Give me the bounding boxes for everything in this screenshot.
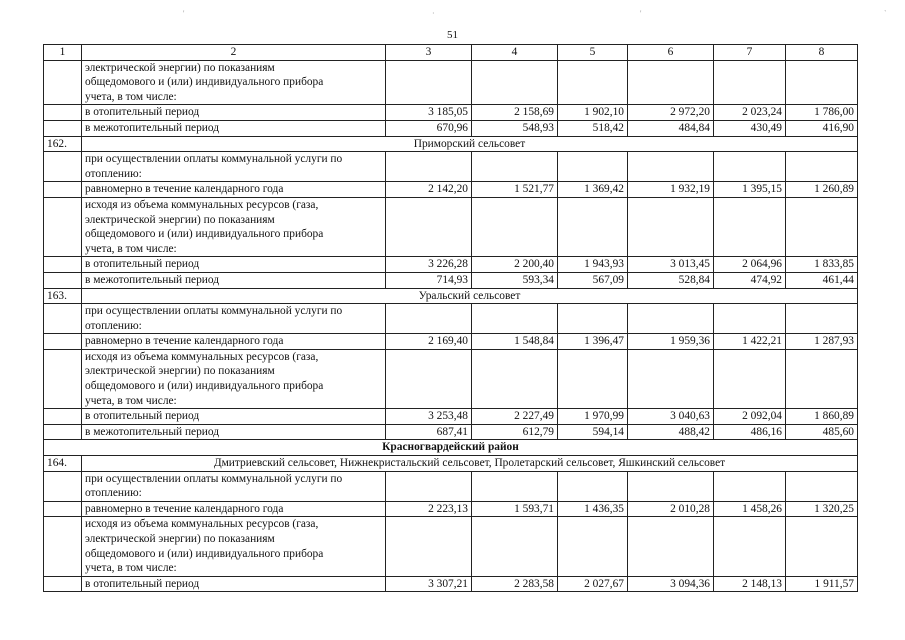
column-header: 2 (82, 45, 386, 61)
value-cell (628, 152, 714, 182)
value-cell: 2 200,40 (472, 257, 558, 273)
table-row (44, 409, 858, 425)
scan-mark: ` (884, 9, 887, 18)
value-cell (558, 349, 628, 408)
row-number (44, 424, 82, 440)
value-cell: 518,42 (558, 120, 628, 136)
section-row (44, 456, 858, 472)
text-row (44, 517, 858, 576)
row-label: при осуществлении оплаты коммунальной услуги по отоплению: (82, 304, 386, 334)
value-cell (558, 304, 628, 334)
value-cell: 1 860,89 (786, 409, 858, 425)
value-cell (628, 349, 714, 408)
value-cell: 1 593,71 (472, 501, 558, 517)
value-cell: 1 260,89 (786, 182, 858, 198)
value-cell: 1 287,93 (786, 334, 858, 350)
value-cell: 2 283,58 (472, 576, 558, 592)
value-cell: 3 013,45 (628, 257, 714, 273)
row-number (44, 471, 82, 501)
column-header: 1 (44, 45, 82, 61)
value-cell: 1 320,25 (786, 501, 858, 517)
value-cell: 416,90 (786, 120, 858, 136)
value-cell (714, 197, 786, 256)
row-label: исходя из объема коммунальных ресурсов (газа, электрической энергии) по показаниям общедомового и (или) индивидуального прибора учета, в том числе: (82, 517, 386, 576)
row-label: равномерно в течение календарного года (82, 334, 386, 350)
value-cell: 1 369,42 (558, 182, 628, 198)
value-cell: 1 395,15 (714, 182, 786, 198)
value-cell: 593,34 (472, 272, 558, 288)
value-cell: 1 902,10 (558, 105, 628, 121)
row-label: в межотопительный период (82, 272, 386, 288)
row-number (44, 501, 82, 517)
row-number (44, 409, 82, 425)
section-title: Уральский сельсовет (82, 288, 858, 304)
value-cell: 3 040,63 (628, 409, 714, 425)
section-title: Приморский сельсовет (82, 136, 858, 152)
value-cell (558, 517, 628, 576)
table-row (44, 182, 858, 198)
value-cell (628, 197, 714, 256)
value-cell: 2 064,96 (714, 257, 786, 273)
row-label: равномерно в течение календарного года (82, 501, 386, 517)
table-row (44, 334, 858, 350)
value-cell: 2 023,24 (714, 105, 786, 121)
value-cell (628, 471, 714, 501)
value-cell (386, 471, 472, 501)
table-row (44, 501, 858, 517)
value-cell: 2 227,49 (472, 409, 558, 425)
page-number: 51 (447, 29, 458, 41)
value-cell (628, 60, 714, 105)
row-label: электрической энергии) по показаниям общедомового и (или) индивидуального прибора учета, в том числе: (82, 60, 386, 105)
row-number (44, 576, 82, 592)
value-cell (714, 349, 786, 408)
row-label: равномерно в течение календарного года (82, 182, 386, 198)
value-cell (472, 304, 558, 334)
value-cell (786, 197, 858, 256)
value-cell: 2 223,13 (386, 501, 472, 517)
text-row (44, 60, 858, 105)
value-cell: 594,14 (558, 424, 628, 440)
row-label: в межотопительный период (82, 424, 386, 440)
scan-mark: · (432, 9, 435, 18)
value-cell (786, 304, 858, 334)
value-cell: 2 142,20 (386, 182, 472, 198)
value-cell: 2 027,67 (558, 576, 628, 592)
value-cell (786, 517, 858, 576)
value-cell: 1 396,47 (558, 334, 628, 350)
column-header: 7 (714, 45, 786, 61)
row-number (44, 349, 82, 408)
row-number (44, 272, 82, 288)
value-cell: 3 185,05 (386, 105, 472, 121)
section-row (44, 288, 858, 304)
value-cell: 714,93 (386, 272, 472, 288)
value-cell (386, 517, 472, 576)
value-cell (714, 517, 786, 576)
section-row (44, 136, 858, 152)
scan-mark: ' (183, 9, 185, 18)
value-cell (386, 60, 472, 105)
value-cell (786, 349, 858, 408)
value-cell (714, 60, 786, 105)
header-row (44, 45, 858, 61)
value-cell (558, 197, 628, 256)
value-cell: 2 158,69 (472, 105, 558, 121)
row-number (44, 120, 82, 136)
value-cell: 612,79 (472, 424, 558, 440)
text-row (44, 304, 858, 334)
column-header: 4 (472, 45, 558, 61)
value-cell: 1 959,36 (628, 334, 714, 350)
value-cell: 1 970,99 (558, 409, 628, 425)
value-cell (472, 517, 558, 576)
district-row (44, 440, 858, 456)
value-cell: 3 094,36 (628, 576, 714, 592)
value-cell (558, 152, 628, 182)
row-number (44, 334, 82, 350)
value-cell: 548,93 (472, 120, 558, 136)
row-label: в отопительный период (82, 576, 386, 592)
value-cell: 528,84 (628, 272, 714, 288)
value-cell (786, 471, 858, 501)
table-row (44, 272, 858, 288)
value-cell (714, 152, 786, 182)
value-cell: 1 833,85 (786, 257, 858, 273)
value-cell: 1 548,84 (472, 334, 558, 350)
row-label: в отопительный период (82, 409, 386, 425)
table-row (44, 120, 858, 136)
value-cell: 670,96 (386, 120, 472, 136)
row-label: в межотопительный период (82, 120, 386, 136)
value-cell (472, 349, 558, 408)
value-cell: 430,49 (714, 120, 786, 136)
value-cell (786, 152, 858, 182)
value-cell (386, 152, 472, 182)
value-cell (628, 304, 714, 334)
value-cell: 567,09 (558, 272, 628, 288)
row-label: в отопительный период (82, 257, 386, 273)
value-cell: 3 307,21 (386, 576, 472, 592)
value-cell (472, 152, 558, 182)
value-cell: 485,60 (786, 424, 858, 440)
value-cell (786, 60, 858, 105)
row-number: 162. (44, 136, 82, 152)
text-row (44, 349, 858, 408)
value-cell (386, 349, 472, 408)
row-label: в отопительный период (82, 105, 386, 121)
row-number: 164. (44, 456, 82, 472)
value-cell (714, 304, 786, 334)
value-cell (386, 197, 472, 256)
section-title: Дмитриевский сельсовет, Нижнекристальский сельсовет, Пролетарский сельсовет, Яшкинский сельсовет (82, 456, 858, 472)
column-header: 5 (558, 45, 628, 61)
text-row (44, 152, 858, 182)
value-cell (558, 471, 628, 501)
table-row (44, 424, 858, 440)
table-row (44, 257, 858, 273)
row-number (44, 304, 82, 334)
row-number: 163. (44, 288, 82, 304)
text-row (44, 197, 858, 256)
value-cell (714, 471, 786, 501)
row-number (44, 197, 82, 256)
value-cell: 486,16 (714, 424, 786, 440)
column-header: 8 (786, 45, 858, 61)
value-cell (472, 60, 558, 105)
row-label: исходя из объема коммунальных ресурсов (газа, электрической энергии) по показаниям общедомового и (или) индивидуального прибора учета, в том числе: (82, 197, 386, 256)
table-row (44, 576, 858, 592)
value-cell: 2 010,28 (628, 501, 714, 517)
value-cell: 1 911,57 (786, 576, 858, 592)
value-cell: 3 226,28 (386, 257, 472, 273)
value-cell: 1 521,77 (472, 182, 558, 198)
row-number (44, 60, 82, 105)
table-row (44, 105, 858, 121)
value-cell: 488,42 (628, 424, 714, 440)
column-header: 3 (386, 45, 472, 61)
value-cell (558, 60, 628, 105)
scan-mark: ' (640, 9, 642, 18)
value-cell: 1 932,19 (628, 182, 714, 198)
value-cell: 1 943,93 (558, 257, 628, 273)
value-cell: 2 148,13 (714, 576, 786, 592)
value-cell: 2 092,04 (714, 409, 786, 425)
value-cell: 1 422,21 (714, 334, 786, 350)
row-label: при осуществлении оплаты коммунальной услуги по отоплению: (82, 471, 386, 501)
text-row (44, 471, 858, 501)
tariff-table (43, 44, 858, 592)
value-cell: 1 436,35 (558, 501, 628, 517)
value-cell: 687,41 (386, 424, 472, 440)
district-title: Красногвардейский район (44, 440, 858, 456)
value-cell (628, 517, 714, 576)
value-cell: 1 458,26 (714, 501, 786, 517)
value-cell: 2 169,40 (386, 334, 472, 350)
value-cell: 2 972,20 (628, 105, 714, 121)
column-header: 6 (628, 45, 714, 61)
row-number (44, 152, 82, 182)
value-cell: 1 786,00 (786, 105, 858, 121)
row-label: исходя из объема коммунальных ресурсов (газа, электрической энергии) по показаниям общедомового и (или) индивидуального прибора учета, в том числе: (82, 349, 386, 408)
value-cell (472, 471, 558, 501)
value-cell: 461,44 (786, 272, 858, 288)
value-cell: 474,92 (714, 272, 786, 288)
row-number (44, 182, 82, 198)
value-cell: 3 253,48 (386, 409, 472, 425)
row-number (44, 517, 82, 576)
value-cell: 484,84 (628, 120, 714, 136)
row-number (44, 257, 82, 273)
row-label: при осуществлении оплаты коммунальной услуги по отоплению: (82, 152, 386, 182)
value-cell (386, 304, 472, 334)
row-number (44, 105, 82, 121)
value-cell (472, 197, 558, 256)
